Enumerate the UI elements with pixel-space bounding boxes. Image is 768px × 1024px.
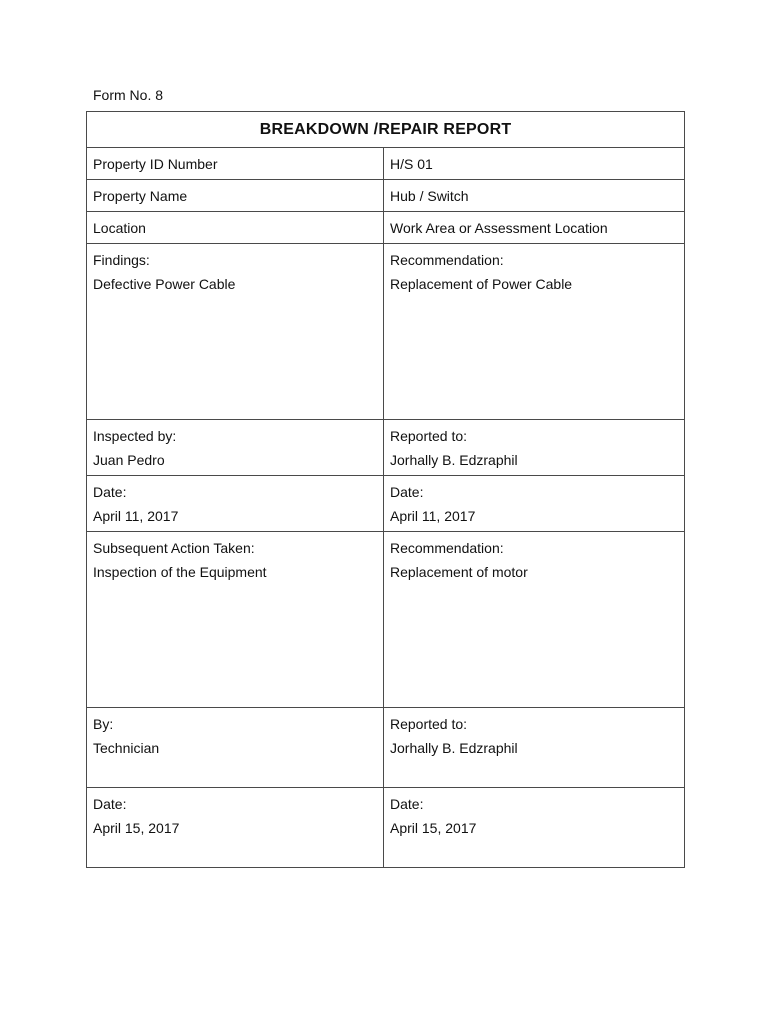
findings-cell	[87, 244, 384, 420]
recommendation-value: Replacement of Power Cable	[390, 276, 573, 292]
inspection-row	[87, 420, 685, 476]
property-name-value: Hub / Switch	[384, 180, 685, 212]
reported-to-label: Reported to:	[390, 716, 468, 732]
property-id-label: Property ID Number	[87, 148, 384, 180]
inspected-by-label: Inspected by:	[93, 428, 177, 444]
recommendation-label: Recommendation:	[390, 540, 504, 556]
title-row	[87, 112, 685, 148]
date-value: April 11, 2017	[93, 508, 179, 524]
date-value: April 11, 2017	[390, 508, 476, 524]
location-row	[87, 212, 685, 244]
report-table	[86, 111, 685, 868]
by-cell	[87, 708, 384, 788]
date-cell-by	[87, 788, 384, 868]
date-label: Date:	[390, 484, 424, 500]
by-row	[87, 708, 685, 788]
subsequent-action-value: Inspection of the Equipment	[93, 564, 267, 580]
report-title: BREAKDOWN /REPAIR REPORT	[87, 112, 685, 148]
recommendation-cell-2	[384, 532, 685, 708]
property-id-value: H/S 01	[384, 148, 685, 180]
date-value: April 15, 2017	[93, 820, 180, 836]
findings-row	[87, 244, 685, 420]
date-label: Date:	[390, 796, 424, 812]
date-cell-reported-2	[384, 788, 685, 868]
findings-label: Findings:	[93, 252, 150, 268]
by-label: By:	[93, 716, 114, 732]
date-value: April 15, 2017	[390, 820, 477, 836]
action-row	[87, 532, 685, 708]
date-row-1	[87, 476, 685, 532]
inspected-by-value: Juan Pedro	[93, 452, 165, 468]
recommendation-value: Replacement of motor	[390, 564, 528, 580]
recommendation-label: Recommendation:	[390, 252, 504, 268]
reported-to-cell-2	[384, 708, 685, 788]
by-value: Technician	[93, 740, 160, 756]
reported-to-value: Jorhally B. Edzraphil	[390, 740, 518, 756]
reported-to-value: Jorhally B. Edzraphil	[390, 452, 518, 468]
date-cell-reported	[384, 476, 685, 532]
date-label: Date:	[93, 484, 127, 500]
inspected-by-cell	[87, 420, 384, 476]
reported-to-cell	[384, 420, 685, 476]
location-value: Work Area or Assessment Location	[384, 212, 685, 244]
date-label: Date:	[93, 796, 127, 812]
recommendation-cell	[384, 244, 685, 420]
location-label: Location	[87, 212, 384, 244]
property-name-label: Property Name	[87, 180, 384, 212]
subsequent-action-cell	[87, 532, 384, 708]
subsequent-action-label: Subsequent Action Taken:	[93, 540, 255, 556]
findings-value: Defective Power Cable	[93, 276, 236, 292]
form-number: Form No. 8	[93, 87, 164, 103]
date-cell-inspected	[87, 476, 384, 532]
date-row-2	[87, 788, 685, 868]
property-name-row	[87, 180, 685, 212]
property-id-row	[87, 148, 685, 180]
reported-to-label: Reported to:	[390, 428, 468, 444]
